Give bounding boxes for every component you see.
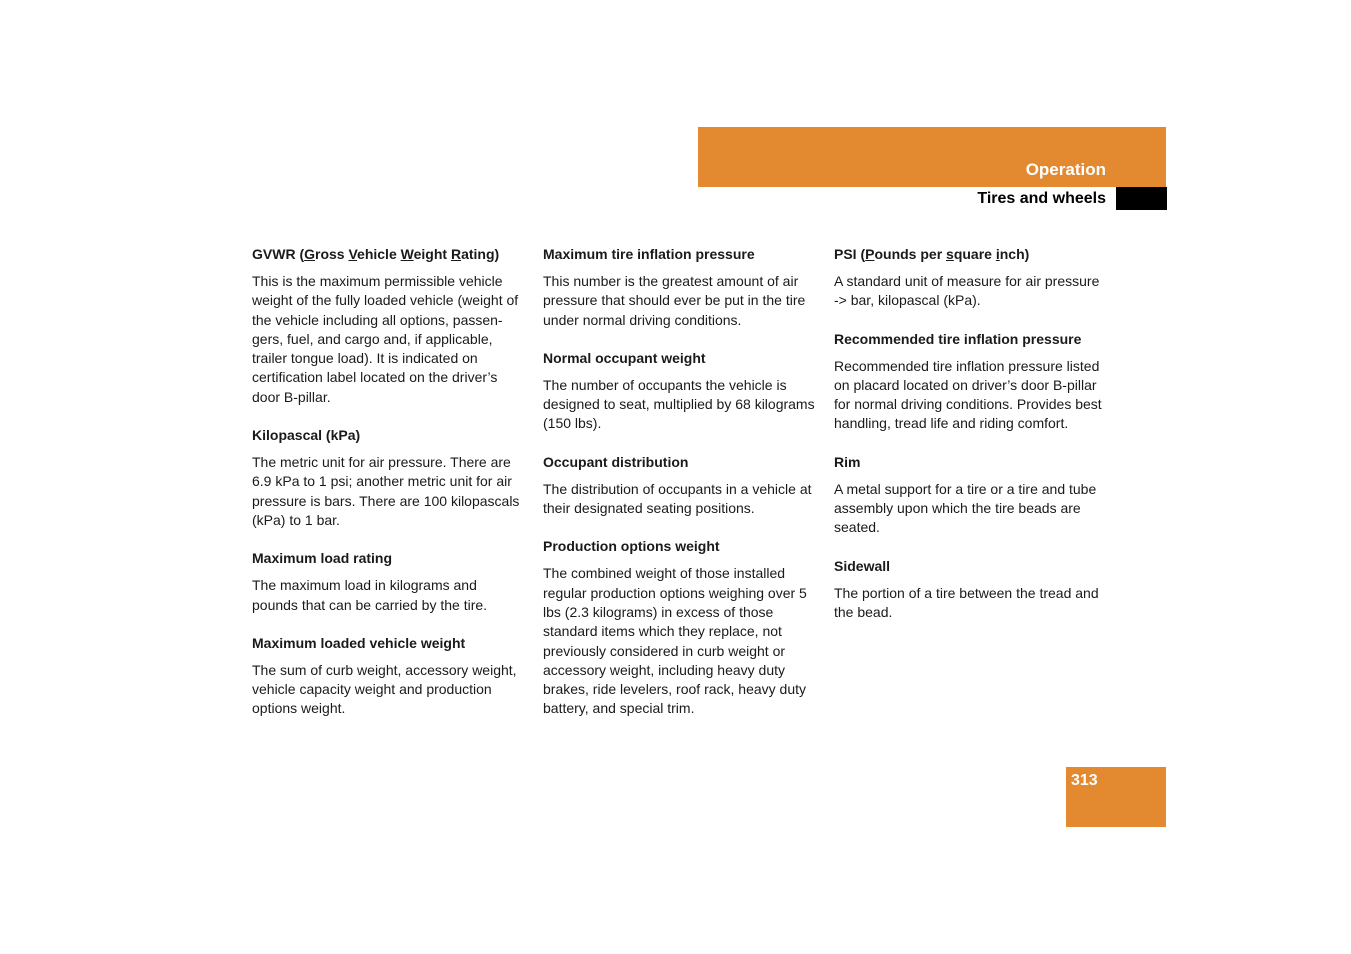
glossary-column-3 bbox=[834, 245, 1106, 641]
glossary-entry bbox=[834, 557, 1106, 623]
term-maximum-loaded-vehicle-weight: Maximum loaded vehicle weight bbox=[252, 634, 466, 651]
term-occupant-distribution: Occupant distribution bbox=[543, 453, 689, 470]
term-gvwr: GVWR (Gross Vehicle Weight Rating) bbox=[252, 246, 500, 262]
term-maximum-load-rating: Maximum load rating bbox=[252, 550, 393, 567]
glossary-column-1 bbox=[252, 245, 524, 738]
definition: The maximum load in kilograms and pounds that can be carried by the tire. bbox=[252, 577, 488, 613]
definition: A metal support for a tire or a tire and tube assembly upon which the tire beads are seated. bbox=[834, 480, 1097, 536]
term-sidewall: Sidewall bbox=[834, 557, 891, 574]
term-maximum-tire-inflation-pressure: Maximum tire inflation pressure bbox=[543, 246, 755, 262]
definition: The metric unit for air pressure. There are 6.9 kPa to 1 psi; another metric unit for air pressure is bars. There are 100 kilopascals (kPa) to 1 bar. bbox=[252, 454, 520, 528]
definition: This is the maximum permissible vehicle weight of the fully loaded vehicle (weight of the vehicle including all options, passen-gers, fuel, and cargo and, if applicable, trailer tongue load). It is indicated on certification label located on the driver’s door B-pillar. bbox=[252, 273, 519, 405]
definition: This number is the greatest amount of air pressure that should ever be put in the tire under normal driving conditions. bbox=[543, 273, 806, 328]
definition: The portion of a tire between the tread and the bead. bbox=[834, 584, 1099, 620]
term-normal-occupant-weight: Normal occupant weight bbox=[543, 349, 706, 366]
glossary-entry bbox=[543, 245, 815, 330]
glossary-entry bbox=[543, 349, 815, 434]
glossary-entry bbox=[252, 245, 524, 407]
definition: The combined weight of those installed regular production options weighing over 5 lbs (2.3 kilograms) in excess of those standard items which they replace, not previously considered in curb weight or accessory weight, including heavy duty brakes, ride levelers, roof rack, heavy duty battery, and special trim. bbox=[543, 565, 807, 717]
definition: The number of occupants the vehicle is designed to seat, multiplied by 68 kilograms (150 lbs). bbox=[543, 376, 815, 432]
topic-title: Tires and wheels bbox=[977, 190, 1106, 207]
glossary-column-2 bbox=[543, 245, 815, 738]
section-tab-marker bbox=[1116, 187, 1167, 210]
definition: A standard unit of measure for air pressure -> bar, kilopascal (kPa). bbox=[834, 273, 1100, 309]
glossary-entry bbox=[834, 245, 1106, 311]
page-number: 313 bbox=[1071, 772, 1098, 789]
glossary-entry bbox=[252, 634, 524, 719]
term-recommended-tire-inflation-pressure: Recommended tire inflation pressure bbox=[834, 330, 1082, 347]
term-rim: Rim bbox=[834, 453, 861, 470]
glossary-entry bbox=[252, 549, 524, 615]
definition: The sum of curb weight, accessory weight, vehicle capacity weight and production options weight. bbox=[252, 661, 517, 717]
definition: Recommended tire inflation pressure listed on placard located on driver’s door B-pillar for normal driving conditions. Provides best handling, tread life and riding comfort. bbox=[834, 357, 1102, 432]
glossary-entry bbox=[834, 330, 1106, 434]
glossary-entry bbox=[252, 426, 524, 530]
definition: The distribution of occupants in a vehicle at their designated seating positions. bbox=[543, 480, 812, 517]
term-psi: PSI (Pounds per square inch) bbox=[834, 246, 1030, 262]
term-production-options-weight: Production options weight bbox=[543, 538, 720, 555]
term-kilopascal: Kilopascal (kPa) bbox=[252, 427, 361, 444]
glossary-entry bbox=[834, 453, 1106, 538]
section-title: Operation bbox=[1025, 160, 1106, 179]
glossary-entry bbox=[543, 453, 815, 519]
glossary-entry bbox=[543, 537, 815, 718]
